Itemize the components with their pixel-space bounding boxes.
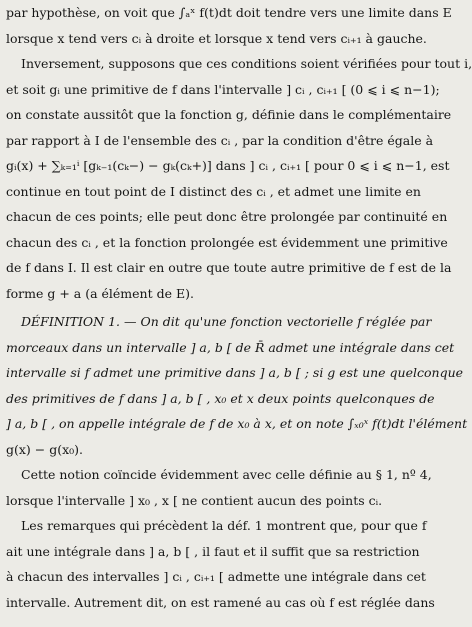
definition-line: g(x) − g(x₀). [6,441,84,457]
text-line: chacun des cᵢ , et la fonction prolongée est évidemment une primitive [6,234,448,250]
definition-line: DÉFINITION 1. — On dit qu'une fonction vectorielle f réglée par [21,314,432,329]
text-line: continue en tout point de I distinct des cᵢ , et admet une limite en [6,183,421,199]
text-line: chacun de ces points; elle peut donc être prolongée par continuité en [6,209,448,224]
definition-line: des primitives de f dans ] a, b [ , x₀ et x deux points quelconques de [6,390,435,406]
definition-line: ] a, b [ , on appelle intégrale de f de x₀ à x, et on note ∫ₓ₀ˣ f(t)dt l'élément [6,416,468,431]
text-line: par rapport à I de l'ensemble des cᵢ , par la condition d'être égale à [6,132,434,148]
text-line: Les remarques qui précèdent la déf. 1 montrent que, pour que f [21,518,427,533]
text-line: de f dans I. Il est clair en outre que toute autre primitive de f est de la [6,260,452,275]
text-line: gᵢ(x) + ∑ₖ₌₁ⁱ [gₖ₋₁(cₖ−) − gₖ(cₖ+)] dans ] cᵢ , cᵢ₊₁ [ pour 0 ⩽ i ⩽ n−1, est [6,158,450,173]
text-line: intervalle. Autrement dit, on est ramené au cas où f est réglée dans [6,594,435,610]
text-line: et soit gᵢ une primitive de f dans l'intervalle ] cᵢ , cᵢ₊₁ [ (0 ⩽ i ⩽ n−1); [6,81,440,97]
text-line: on constate aussitôt que la fonction g, définie dans le complémentaire [6,107,452,122]
text-line: lorsque x tend vers cᵢ à droite et lorsque x tend vers cᵢ₊₁ à gauche. [6,30,427,46]
text-line: lorsque l'intervalle ] x₀ , x [ ne contient aucun des points cᵢ. [6,492,383,508]
text-line: Inversement, supposons que ces conditions soient vérifiées pour tout i, [21,56,472,71]
text-line: Cette notion coïncide évidemment avec celle définie au § 1, nº 4, [21,467,432,482]
text-line: forme g + a (a élément de E). [6,285,194,301]
text-line: à chacun des intervalles ] cᵢ , cᵢ₊₁ [ admette une intégrale dans cet [6,569,426,584]
definition-line: morceaux dans un intervalle ] a, b [ de R̄ admet une intégrale dans cet [6,339,455,355]
definition-line: intervalle si f admet une primitive dans ] a, b [ ; si g est une quelconque [6,365,464,380]
text-line: ait une intégrale dans ] a, b [ , il faut et il suffit que sa restriction [6,543,420,559]
text-line: par hypothèse, on voit que ∫ₐˣ f(t)dt doit tendre vers une limite dans E [6,5,452,20]
